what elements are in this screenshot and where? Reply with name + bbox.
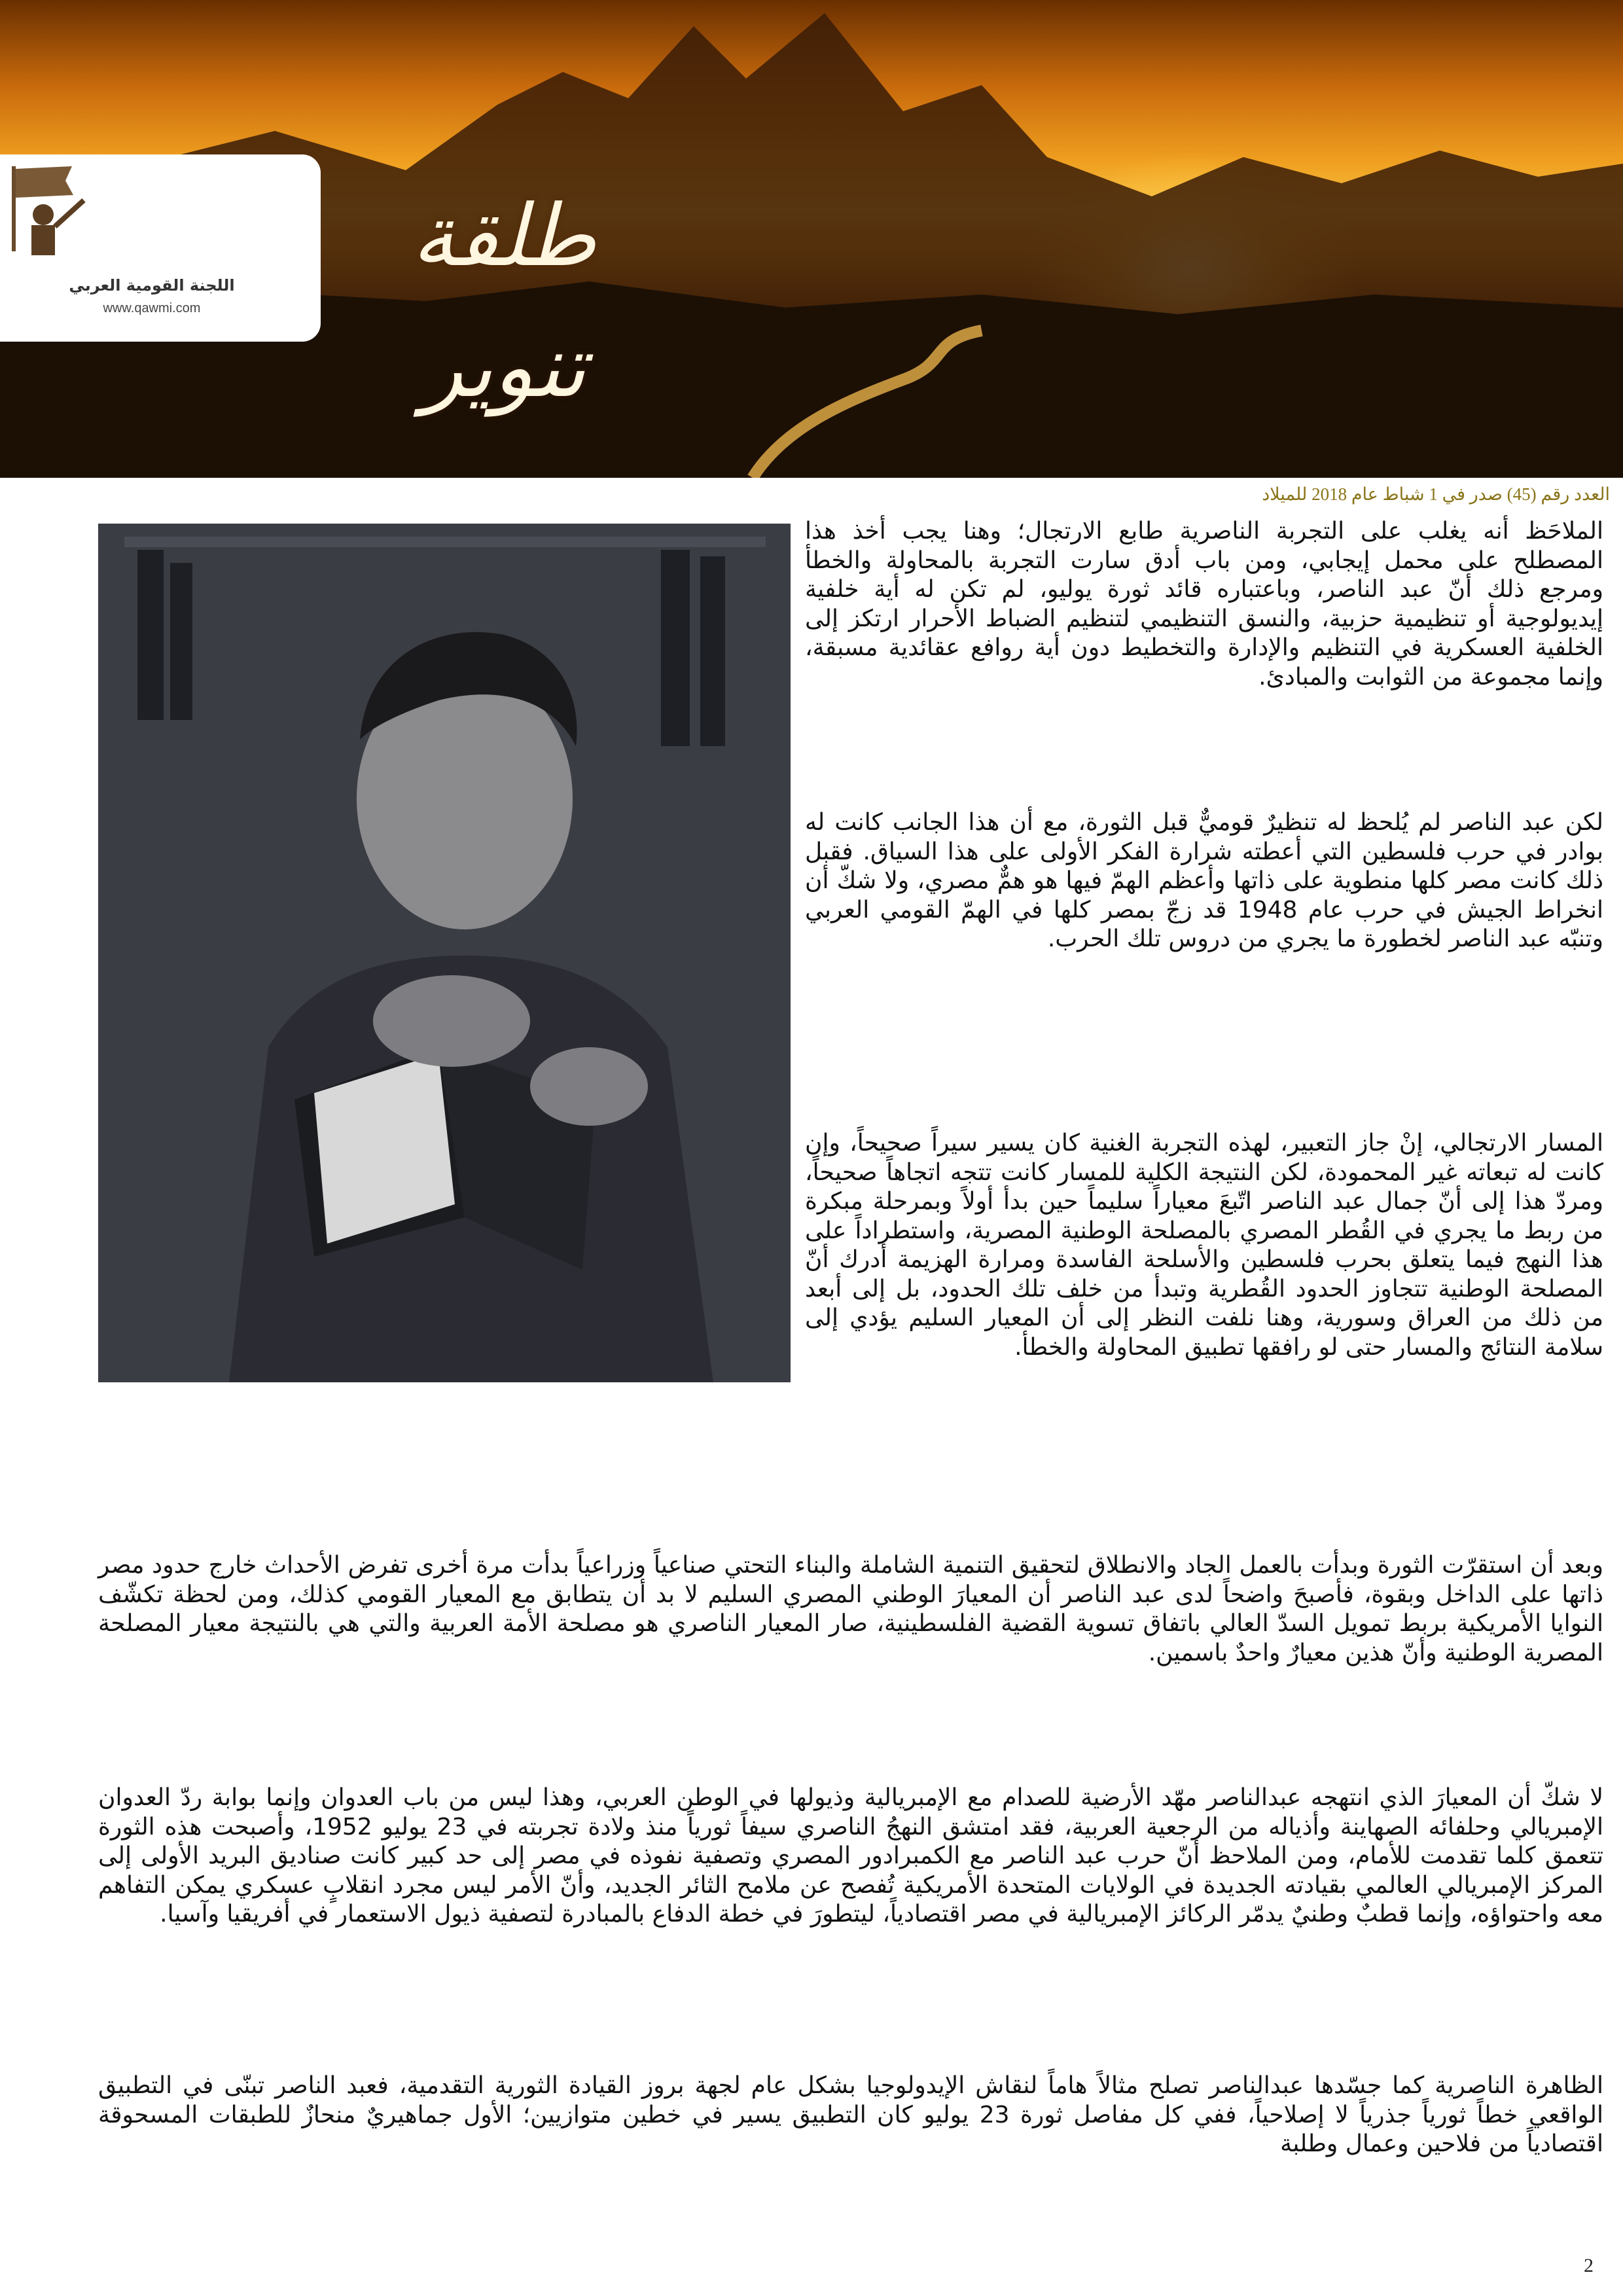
page-number: 2	[1584, 2255, 1594, 2276]
logo-organization-name: اللجنة القومية العربي	[69, 276, 235, 295]
logo-url: www.qawmi.com	[103, 301, 201, 315]
paragraph: الظاهرة الناصرية كما جسّدها عبدالناصر تصلح مثالاً هاماً لنقاش الإيدولوجيا بشكل عام لجهة بروز القيادة الثورية التقدمية، فعبد الناصر تبنّى في التطبيق الواقعي خطاً ثورياً جذرياً لا إصلاحياً، ففي كل مفاصل ثورة 23 يوليو كان التطبيق يسير في خطين متوازيين؛ الأول جماهيريٌ منحازٌ للطبقات المسحوقة اقتصادياً من فلاحين وعمال وطلبة	[98, 2072, 1603, 2157]
portrait-photo	[98, 524, 791, 1382]
paragraph: المسار الارتجالي، إنْ جاز التعبير، لهذه التجربة الغنية كان يسير سيراً صحيحاً، وإن كانت له تبعاته غير المحمودة، لكن النتيجة الكلية للمسار كانت تتجه اتجاهاً صحيحاً، ومردّ هذا إلى أنّ جمال عبد الناصر اتّبعَ معياراً سليماً حين بدأ أولاً وبمرحلة مبكرة من ربط ما يجري في القُطر المصري بالمصلحة الوطنية المصرية، واستطراداً على هذا النهج فيما يتعلق بحرب فلسطين والأسلحة الفاسدة ومرارة الهزيمة أدرك أنّ المصلحة الوطنية تتجاوز الحدود القُطرية وتبدأ من خلف تلك الحدود، بل إلى أبعد من ذلك من العراق وسورية، وهنا نلفت النظر إلى أن المعيار السليم يؤدي إلى سلامة النتائج والمسار حتى لو رافقها تطبيق المحاولة والخطأ.	[805, 1130, 1603, 1361]
paragraph: وبعد أن استقرّت الثورة وبدأت بالعمل الجاد والانطلاق لتحقيق التنمية الشاملة والبناء التحتي صناعياً وزراعياً بدأت مرة أخرى تفرض الأحداث خارج حدود مصر ذاتها على الداخل وبقوة، فأصبحَ واضحاً لدى عبد الناصر أن المعيارَ الوطني المصري السليم لا بد أن يتطابق مع المعيار القومي كذلك، ومن لحظة تكشّف النوايا الأمريكية بربط تمويل السدّ العالي باتفاق تسوية القضية الفلسطينية، صار المعيار الناصري هو مصلحة الأمة العربية والتي هي بالنتيجة معيار المصلحة المصرية الوطنية وأنّ هذين معيارٌ واحدٌ باسمين.	[98, 1552, 1603, 1666]
flag-emblem-icon	[0, 154, 92, 259]
reader-figure-icon	[98, 524, 791, 1382]
issue-line: العدد رقم (45) صدر في 1 شباط عام 2018 للميلاد	[1262, 484, 1610, 504]
publication-title: طلقة تنوير	[412, 186, 596, 416]
paragraph: الملاحَظ أنه يغلب على التجربة الناصرية طابع الارتجال؛ وهنا يجب أخذ هذا المصطلح على محمل إيجابي، ومن باب أدق سارت التجربة بالمحاولة والخطأ ومرجع ذلك أنّ عبد الناصر، وباعتباره قائد ثورة يوليو، لم تكن له أية خلفية إيديولوجية أو تنظيمية حزبية، والنسق التنظيمي لتنظيم الضباط الأحرار ارتكز إلى الخلفية العسكرية في التنظيم والإدارة والتخطيط دون أية روافع عقائدية مسبقة، وإنما مجموعة من الثوابت والمبادئ.	[805, 518, 1603, 691]
logo-panel	[0, 154, 321, 342]
paragraph: لكن عبد الناصر لم يُلحظ له تنظيرٌ قوميٌّ قبل الثورة، مع أن هذا الجانب كانت له بوادر في حرب فلسطين التي أعطته شرارة الفكر الأولى على هذا السياق. فقبل ذلك كانت مصر كلها منطوية على ذاتها وأعظم الهمّ فيها هو همٌّ مصري، ولا شكّ أن انخراط الجيش في حرب عام 1948 قد زجّ بمصر كلها في الهمّ القومي العربي وتنبّه عبد الناصر لخطورة ما يجري من دروس تلك الحرب.	[805, 809, 1603, 952]
paragraph: لا شكّ أن المعيارَ الذي انتهجه عبدالناصر مهّد الأرضية للصدام مع الإمبريالية وذيولها في الوطن العربي، وهذا ليس من باب العدوان وإنما بوابة ردّ العدوان الإمبريالي وحلفائه الصهاينة وأذياله من الرجعية العربية، فقد امتشق النهجُ الناصري سيفاً ثورياً منذ ولادة تجربته في 23 يوليو 1952، وأصبحت هذه الثورة تتعمق كلما تقدمت للأمام، ومن الملاحظ أنّ حرب عبد الناصر مع الكمبرادور المصري وتصفية نفوذه في مصر إلى حد كبير كانت صناديق البريد الأولى إلى المركز الإمبريالي العالمي بقيادته الجديدة في الولايات المتحدة الأمريكية تُفصح عن ملامح الثائر الجديد، وأنّ الأمر ليس مجرد انقلابٍ عسكري يمكن التفاهم معه واحتواؤه، وإنما قطبٌ وطنيٌ يدمّر الركائز الإمبريالية في مصر اقتصادياً، ليتطورَ في خطة الدفاع بالمبادرة لتصفية ذيول الاستعمار في أفريقيا وآسيا.	[98, 1784, 1604, 1928]
header-banner	[0, 0, 1623, 478]
